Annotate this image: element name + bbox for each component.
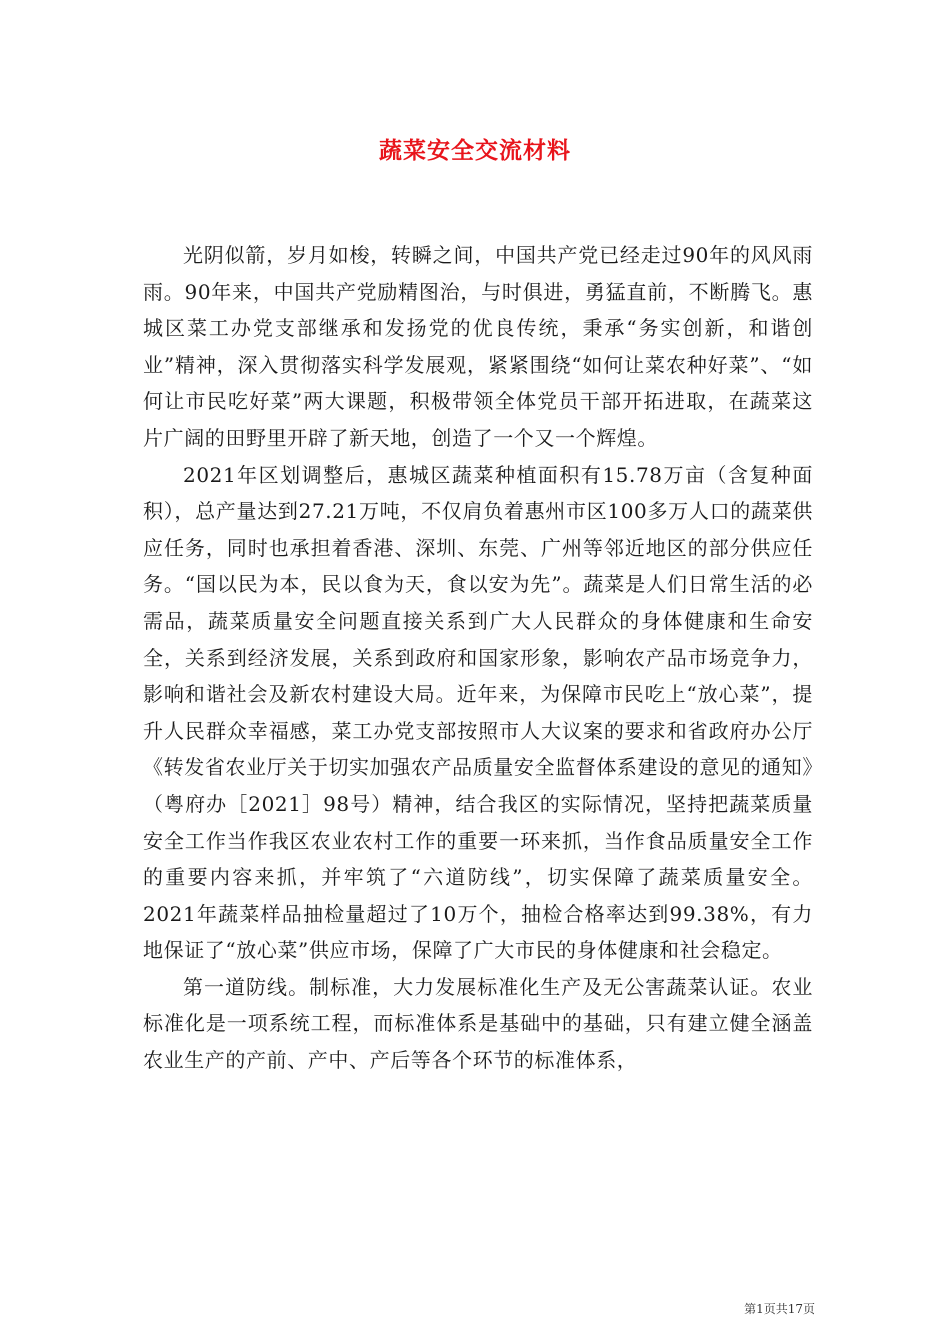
paragraph-overview: 2021年区划调整后，惠城区蔬菜种植面积有15.78万亩（含复种面积），总产量达到27.21万吨，不仅肩负着惠州市区100多万人口的蔬菜供应任务，同时也承担着香港、深圳、东莞、广州等邻近地区的部分供应任务。“国以民为本，民以食为天，食以安为先”。蔬菜是人们日常生活的必需品，蔬菜质量安全问题直接关系到广大人民群众的身体健康和生命安全，关系到经济发展，关系到政府和国家形象，影响农产品市场竞争力，影响和谐社会及新农村建设大局。近年来，为保障市民吃上“放心菜”，提升人民群众幸福感，菜工办党支部按照市人大议案的要求和省政府办公厅《转发省农业厅关于切实加强农产品质量安全监督体系建设的意见的通知》（粤府办［2021］98号）精神，结合我区的实际情况，坚持把蔬菜质量安全工作当作我区农业农村工作的重要一环来抓，当作食品质量安全工作的重要内容来抓，并牢筑了“六道防线”，切实保障了蔬菜质量安全。2021年蔬菜样品抽检量超过了10万个，抽检合格率达到99.38%，有力地保证了“放心菜”供应市场，保障了广大市民的身体健康和社会稳定。 — [143, 462, 813, 963]
page-number: 第1页共17页 — [744, 1302, 815, 1316]
paragraph-intro: 光阴似箭，岁月如梭，转瞬之间，中国共产党已经走过90年的风风雨雨。90年来，中国共产党励精图治，与时俱进，勇猛直前，不断腾飞。惠城区菜工办党支部继承和发扬党的优良传统，秉承“务实创新，和谐创业”精神，深入贯彻落实科学发展观，紧紧围绕“如何让菜农种好菜”、“如何让市民吃好菜”两大课题，积极带领全体党员干部开拓进取，在蔬菜这片广阔的田野里开辟了新天地，创造了一个又一个辉煌。 — [143, 243, 813, 450]
document-title: 蔬菜安全交流材料 — [379, 137, 571, 164]
paragraph-first-defense: 第一道防线。制标准，大力发展标准化生产及无公害蔬菜认证。农业标准化是一项系统工程，而标准体系是基础中的基础，只有建立健全涵盖农业生产的产前、产中、产后等各个环节的标准体系， — [143, 974, 813, 1073]
document-body — [143, 237, 813, 1079]
